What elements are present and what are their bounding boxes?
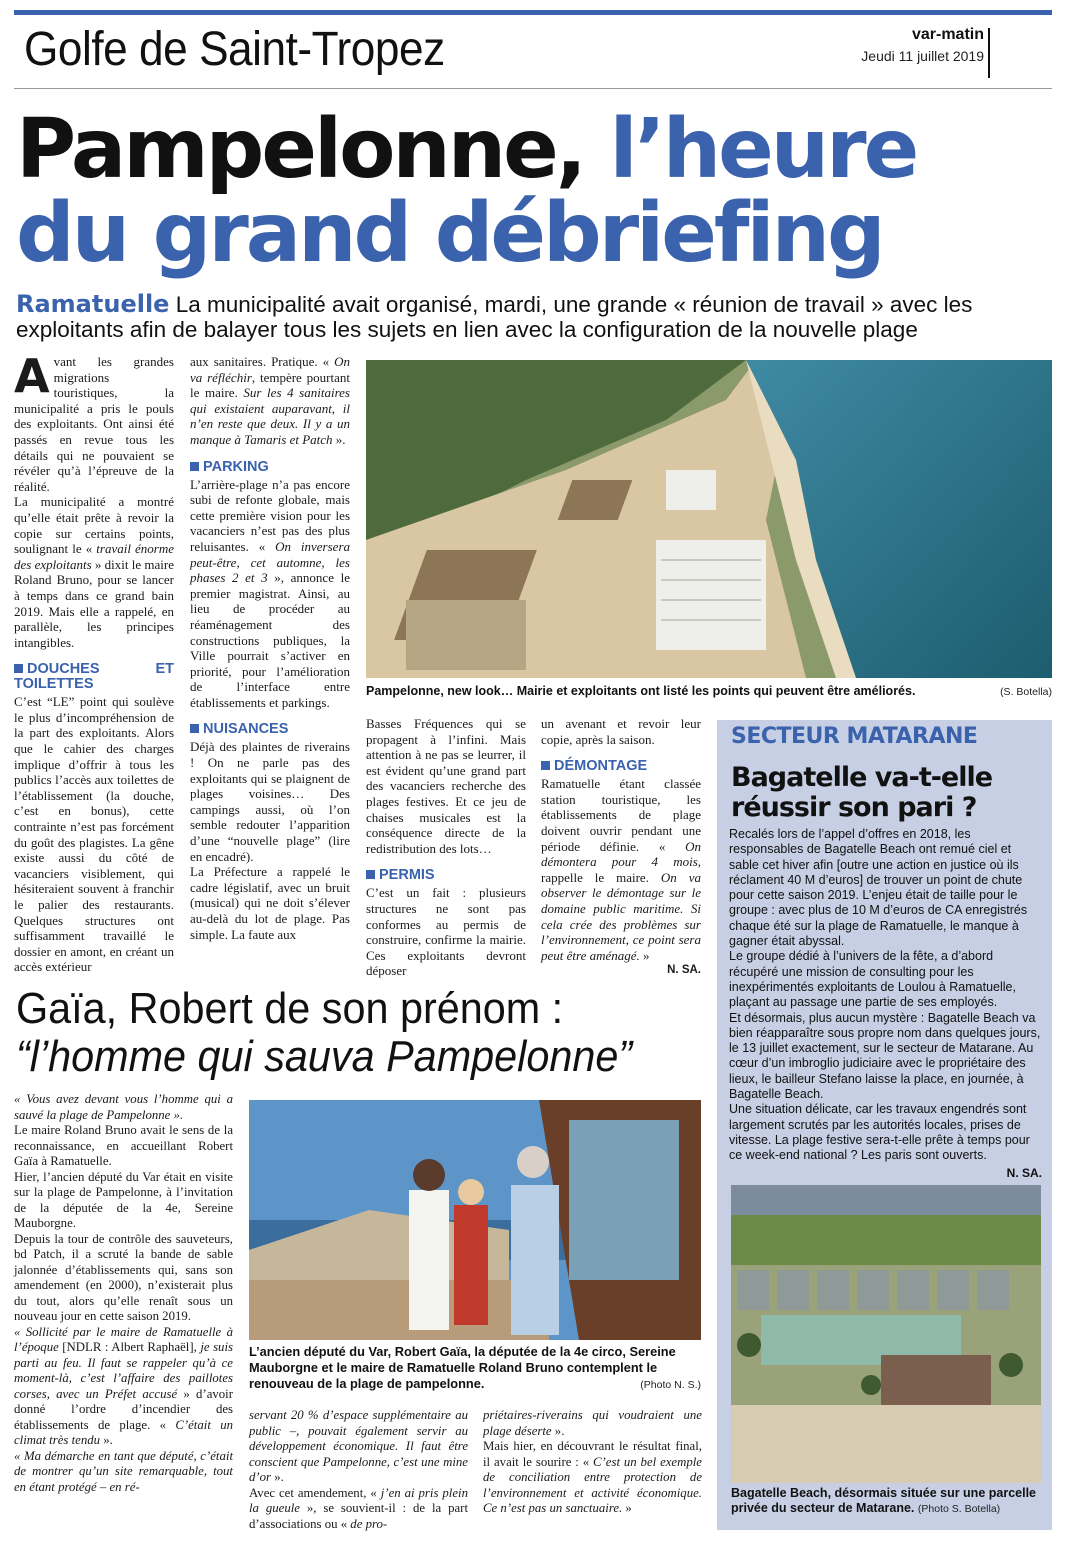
headline-part1: Pampelonne, xyxy=(16,102,610,197)
headline-part2: l’heure xyxy=(609,102,917,197)
section-rubric: Golfe de Saint-Tropez xyxy=(24,23,445,76)
bagatelle-caption: Bagatelle Beach, désormais située sur une parcelle privée du secteur de Matarane. (Photo S. Botella) xyxy=(731,1486,1036,1515)
masthead-divider xyxy=(988,28,990,78)
col4-p2: Ramatuelle étant classée station touristique, les établissements de plage doivent ouvrir pendant une période définie. « On démontera pour 4 mois, rappelle le maire. On va observer le démontage sur le domaine public maritime. Si cela crée des problèmes sur l’environnement, ce point sera peut être aménagé. » xyxy=(541,776,701,963)
col2-p3: Déjà des plaintes de riverains ! On ne parle pas des exploitants qui se plaignent de plages voisines… Des campings aussi, où l’on semble redouter l’apparition d’une “nouvelle plage” (lire en encadré). xyxy=(190,739,350,864)
subhead-demontage: DÉMONTAGE xyxy=(541,759,701,774)
a2-c1-p5: « Sollicité par le maire de Ramatuelle à l’époque [NDLR : Albert Raphaël], je suis parti au feu. Il faut se rappeler qu’à ce moment-là, c’est l’affaire des paillotes corses, avec un Préfet accusé » d’avoir donné l’ordre d’incendier des établissements de plage. « C’était un climat très tendu ». xyxy=(14,1324,233,1447)
brand-name: var-matin xyxy=(911,26,984,43)
gaia-photo xyxy=(249,1100,701,1340)
deck-text: La municipalité avait organisé, mardi, une grande « réunion de travail » avec les exploitants afin de balayer tous les sujets en lien avec la configuration de la nouvelle plage xyxy=(16,292,973,342)
col1-p2: La municipalité a montré qu’elle était prête à revoir la copie sur certains points, soulignant le « travail énorme des exploitants » dixit le maire Roland Bruno, pour se lancer à temps dans ce grand bain 2019. Mais elle a rappelé, en parallèle, les principes intangibles. xyxy=(14,494,175,650)
bagatelle-photo xyxy=(731,1185,1041,1483)
header-rule xyxy=(14,88,1052,89)
sidebar-box xyxy=(717,720,1052,1530)
beach-aerial-photo xyxy=(366,360,1052,678)
col4-p1: un avenant et revoir leur copie, après la saison. xyxy=(541,716,701,747)
col2-p4: La Préfecture a rappelé le cadre législatif, avec un bruit (musical) qui ne doit s’élever au-delà du lot de plage. Pas simple. La faute aux xyxy=(190,864,350,942)
a2-c3-p2: Mais hier, en découvrant le résultat final, il avait le sourire : « C’est un bel exemple de conciliation entre protection de l’environnement et activité économique. Ce n’est pas un sanctuaire. » xyxy=(483,1439,702,1515)
issue-date: Jeudi 11 juillet 2019 xyxy=(861,48,984,64)
subhead-parking: PARKING xyxy=(190,460,350,475)
subhead-nuisances: NUISANCES xyxy=(190,722,350,737)
subhead-douches: DOUCHES ET TOILETTES xyxy=(14,661,174,693)
beach-aerial-image xyxy=(366,360,1052,678)
article-column-3 xyxy=(366,716,526,979)
a2-c1-p4: Depuis la tour de contrôle des sauveteurs, bd Patch, il a scruté la bande de sable jalonnée d’établissements qui, sans son amendement (en 2000), n’existerait plus du tout, alors qu’elle renaît sous un nouveau jour en cette saison 2019. xyxy=(14,1231,233,1323)
col3-p2: C’est un fait : plusieurs structures ne sont pas conformes au permis de construire, confirme la mairie. Ces exploitants devront déposer xyxy=(366,885,526,979)
article-column-1 xyxy=(14,349,175,975)
box-p1: Recalés lors de l’appel d’offres en 2018, les responsables de Bagatelle Beach ont remué ciel et sable cet hiver afin [outre une action en justice où ils réclament 40 M d’euros] de trouver un point de chute pour cette saison 2019. L’enjeu était de taille pour le groupe : avec plus de 10 M d’euros de CA enregistrés chaque été sur la plage de Ramatuelle, le manque à gagner était abyssal. xyxy=(729,827,1028,949)
article2-column-3 xyxy=(483,1408,702,1517)
box-body xyxy=(717,823,1052,1181)
top-rule xyxy=(14,10,1052,15)
a2-c2-p1: servant 20 % d’espace supplémentaire au public –, pouvait également servir au développement économique. Il faut être conscient que Pampelonne, c’est une mine d’or ». xyxy=(249,1408,468,1484)
article-column-2 xyxy=(190,354,350,942)
a2-c1-p1: « Vous avez devant vous l’homme qui a sauvé la plage de Pampelonne ». xyxy=(14,1092,233,1122)
article2-headline xyxy=(16,985,632,1081)
main-headline xyxy=(16,102,917,281)
article2-title: Gaïa, Robert de son prénom : xyxy=(16,984,564,1033)
gaia-visit-image xyxy=(249,1100,701,1340)
article-signature: N. SA. xyxy=(667,964,701,977)
bagatelle-credit: (Photo S. Botella) xyxy=(917,1503,1001,1515)
col2-p1: aux sanitaires. Pratique. « On va réfléchir, tempère pourtant le maire. Sur les 4 sanitaires qui existaient auparavant, il n’en reste que deux. Il y a un manque à Tamaris et Patch ». xyxy=(190,354,350,447)
col1-p1: vant les grandes migrations touristiques, la municipalité a pris le pouls des exploitants. Ont ainsi été passés en revue tous les détails qui ne pouvaient se révéler qu’à l’épreuve de la réalité. xyxy=(14,354,174,494)
headline-part3: du grand débriefing xyxy=(16,186,883,281)
a2-c1-p6: « Ma démarche en tant que député, c’était de montrer qu’un site remarquable, tout en étant protégé – en ré- xyxy=(14,1448,233,1494)
bagatelle-aerial-image xyxy=(731,1185,1041,1483)
box-kicker: SECTEUR MATARANE xyxy=(731,724,978,749)
article2-column-1 xyxy=(14,1092,233,1495)
a2-c2-p2: Avec cet amendement, « j’en ai pris plein la gueule », se souvient-il : de la part d’associations ou « de pro- xyxy=(249,1485,469,1531)
subhead-permis: PERMIS xyxy=(366,868,526,883)
deck xyxy=(16,292,1056,342)
box-p3: Et désormais, plus aucun mystère : Bagatelle Beach va bien réapparaître sous propre nom dans quelques jours, le 13 juillet exactement, sur le secteur de Matarane. Au cœur d’un imbroglio judiciaire avec le propriétaire des lieux, le bailleur Stefano laisse la place, en journée, à Bagatelle Beach. xyxy=(729,1010,1041,1102)
dropcap: A xyxy=(14,349,50,403)
box-p2: Le groupe dédié à l’univers de la fête, a d’abord récupéré une mission de consulting pour les inexpérimentés exploitants de Loulou à Ramatuelle, plaçant au passage une partie de ses employés. xyxy=(729,949,1016,1010)
a2-c1-p3: Hier, l’ancien député du Var était en visite sur la plage de Pampelonne, à l’invitation de la députée de la 4e, Sereine Mauborgne. xyxy=(14,1169,233,1230)
article2-quote: “l’homme qui sauva Pampelonne” xyxy=(16,1032,633,1081)
article-column-4 xyxy=(541,716,701,979)
box-title: Bagatelle va-t-elle réussir son pari ? xyxy=(731,762,993,823)
box-p4: Une situation délicate, car les travaux engendrés sont largement scrutés par les autorités locales, prises de vitesse. La plage festive sera-t-elle prête à temps pour ce week-end national ? Les paris sont ouverts. xyxy=(729,1102,1030,1163)
deck-location: Ramatuelle xyxy=(16,290,170,318)
beach-photo-caption: Pampelonne, new look… Mairie et exploitants ont listé les points qui peuvent être améliorés. (S. Botella) xyxy=(366,684,1052,698)
gaia-credit: (Photo N. S.) xyxy=(640,1379,701,1391)
beach-photo-credit: (S. Botella) xyxy=(1000,686,1052,698)
masthead xyxy=(861,26,984,64)
a2-c3-p1: priétaires-riverains qui voudraient une plage déserte ». xyxy=(483,1408,702,1438)
col3-p1: Basses Fréquences qui se propagent à l’infini. Mais attention à ne pas se leurrer, il est évident qu’une grand part des vacanciers recherche des plages festives. Et ce jeu de chaises musicales est la conséquence directe de la redistribution des lots… xyxy=(366,716,526,856)
article2-column-2 xyxy=(249,1408,468,1532)
gaia-caption: L’ancien député du Var, Robert Gaïa, la députée de la 4e circo, Sereine Mauborgne et le maire de Ramatuelle Roland Bruno contemplent le renouveau de la plage de pampelonne. (Photo N. S.) xyxy=(249,1344,701,1391)
col2-p2: L’arrière-plage n’a pas encore subi de refonte globale, mais cette première vision pour les vacanciers n’est pas des plus reluisantes. « On inversera peut-être, cet automne, les phases 2 et 3 », annonce le premier magistrat. Ainsi, au lieu de procéder au réaménagement des constructions publiques, la Ville pourrait s’activer en priorité, pour l’amélioration de l’interface entre établissements et parkings. xyxy=(190,476,350,710)
col1-p3: C’est “LE” point qui soulève le plus d’incompréhension de la part des exploitants. Alors que le cahier des charges implique d’offrir à tous les publics l’accès aux toilettes de l’établissement (la douche, c’est en bonus), cette contrainte n’est pas forcément du goût des plagistes. La gêne existe aussi du côté de vacanciers visiblement, qui hésiteraient souvent à franchir le palier des restaurants. Quelques structures ont suffisamment travaillé le dossier en amont, en créant un accès extérieur xyxy=(14,694,174,975)
a2-c1-p2: Le maire Roland Bruno avait le sens de la reconnaissance, en accueillant Robert Gaïa à Ramatuelle. xyxy=(14,1123,233,1168)
box-signature: N. SA. xyxy=(1006,1165,1042,1180)
